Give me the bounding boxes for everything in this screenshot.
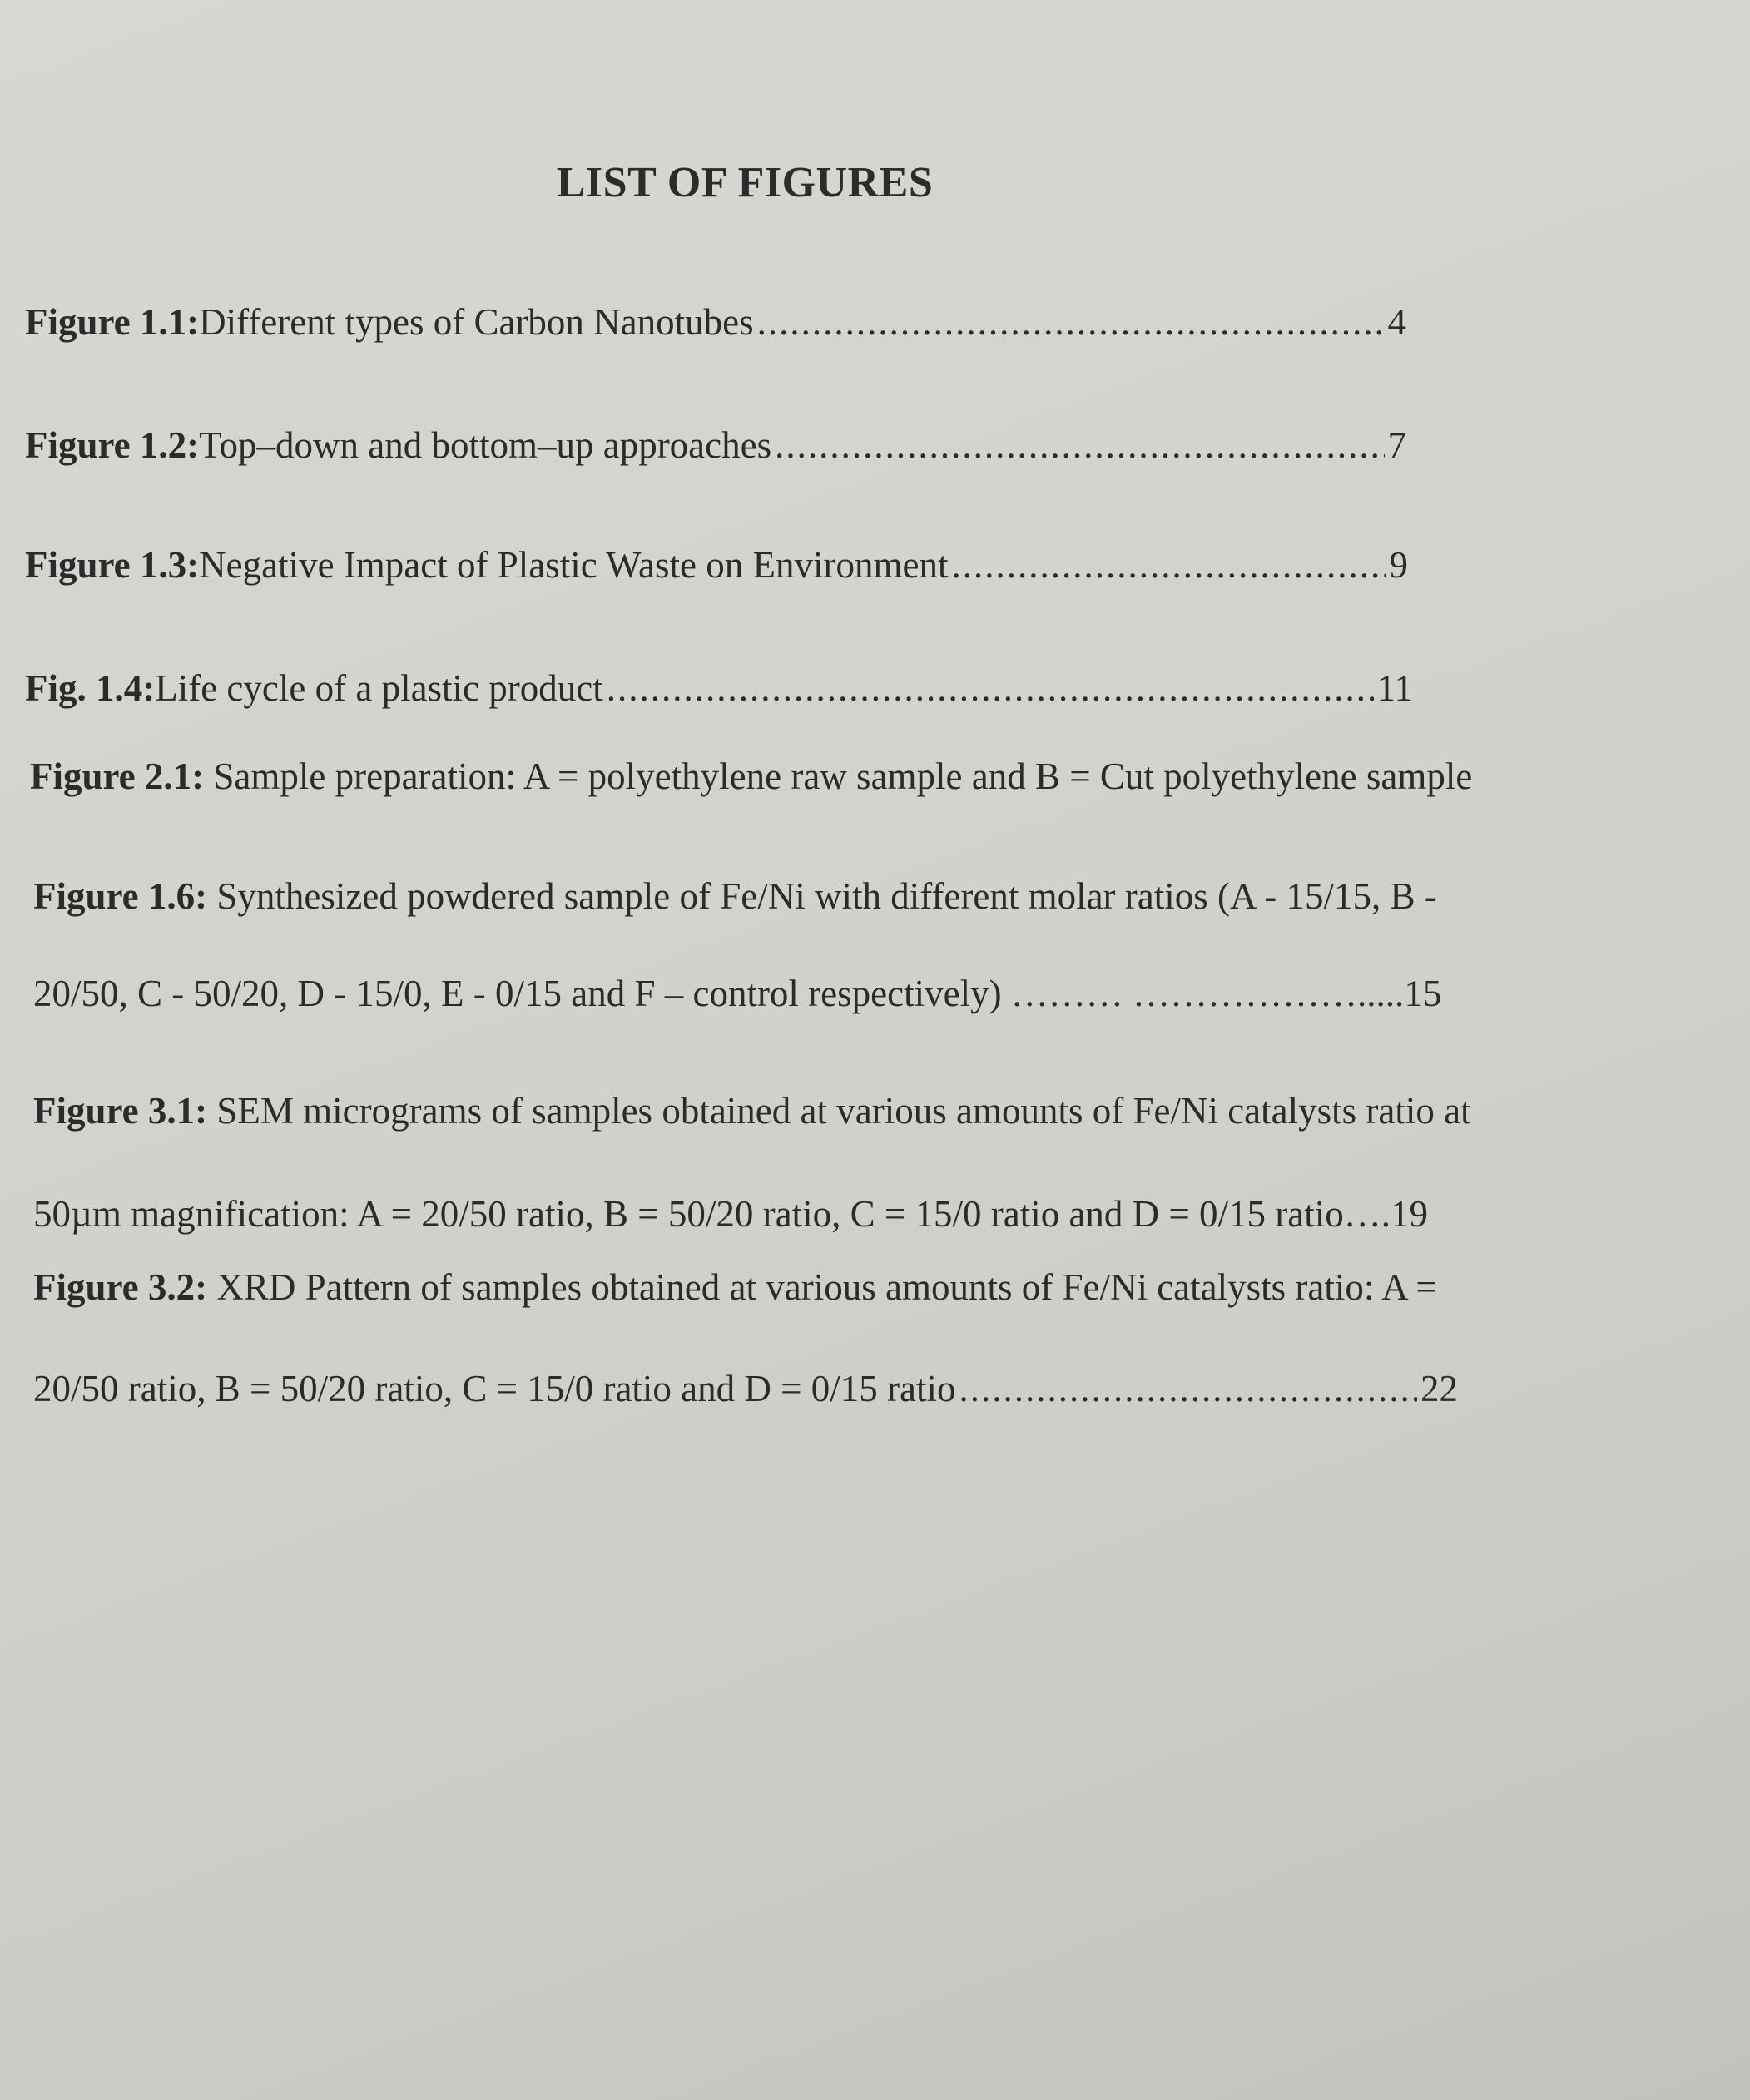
figure-entry [25,664,1413,712]
figure-caption: XRD Pattern of samples obtained at various amounts of Fe/Ni catalysts ratio: A = [207,1266,1437,1308]
figure-entry [33,1263,1437,1311]
figure-label: Figure 1.1: [25,301,200,343]
figure-label: Figure 2.1: [30,755,205,797]
figure-caption: Life cycle of a plastic product [155,667,603,709]
figure-caption: Synthesized powdered sample of Fe/Ni with different molar ratios (A - 15/15, B - [207,875,1437,917]
figure-caption: Negative Impact of Plastic Waste on Environment [199,544,949,586]
figure-entry-continuation [33,1365,1458,1413]
page-number: 22 [1420,1368,1458,1409]
figure-caption: Top–down and bottom–up approaches [199,424,772,466]
page-number: 19 [1391,1193,1429,1235]
figure-label: Figure 3.2: [33,1266,208,1308]
page-title: LIST OF FIGURES [556,159,934,206]
figure-caption-line2: 20/50, C - 50/20, D - 15/0, E - 0/15 and F – control respectively) ……… ………………..... [33,973,1405,1014]
figure-label: Fig. 1.4: [25,667,156,709]
figure-entry-continuation [33,1190,1428,1238]
figure-label: Figure 1.2: [25,424,200,466]
leader-dots [775,421,1384,469]
figure-entry [25,298,1406,346]
figure-entry-continuation [33,969,1441,1018]
page-number: 4 [1387,301,1406,343]
figure-caption: SEM micrograms of samples obtained at various amounts of Fe/Ni catalysts ratio at [207,1090,1471,1132]
figure-caption: Different types of Carbon Nanotubes [199,301,754,343]
figure-entry [25,421,1406,469]
figure-entry [33,872,1437,920]
figure-entry [25,541,1408,589]
leader-dots [757,298,1385,346]
figure-entry [30,752,1472,800]
figure-caption-line2: 20/50 ratio, B = 50/20 ratio, C = 15/0 ratio and D = 0/15 ratio [33,1368,956,1409]
page-number: 7 [1387,424,1406,466]
figure-label: Figure 3.1: [33,1090,208,1132]
page-number: 15 [1404,973,1442,1014]
leader-dots [607,664,1374,712]
leader-dots [959,1365,1418,1413]
leader-dots [951,541,1386,589]
figure-caption: Sample preparation: A = polyethylene raw sample and B = Cut polyethylene sample [204,755,1473,797]
page-number: 11 [1376,667,1413,709]
figure-entry [33,1087,1471,1135]
figure-label: Figure 1.6: [33,875,208,917]
page-number: 9 [1389,544,1408,586]
figure-caption-line2: 50µm magnification: A = 20/50 ratio, B = 50/20 ratio, C = 15/0 ratio and D = 0/15 ratio…. [33,1193,1391,1235]
figure-label: Figure 1.3: [25,544,200,586]
